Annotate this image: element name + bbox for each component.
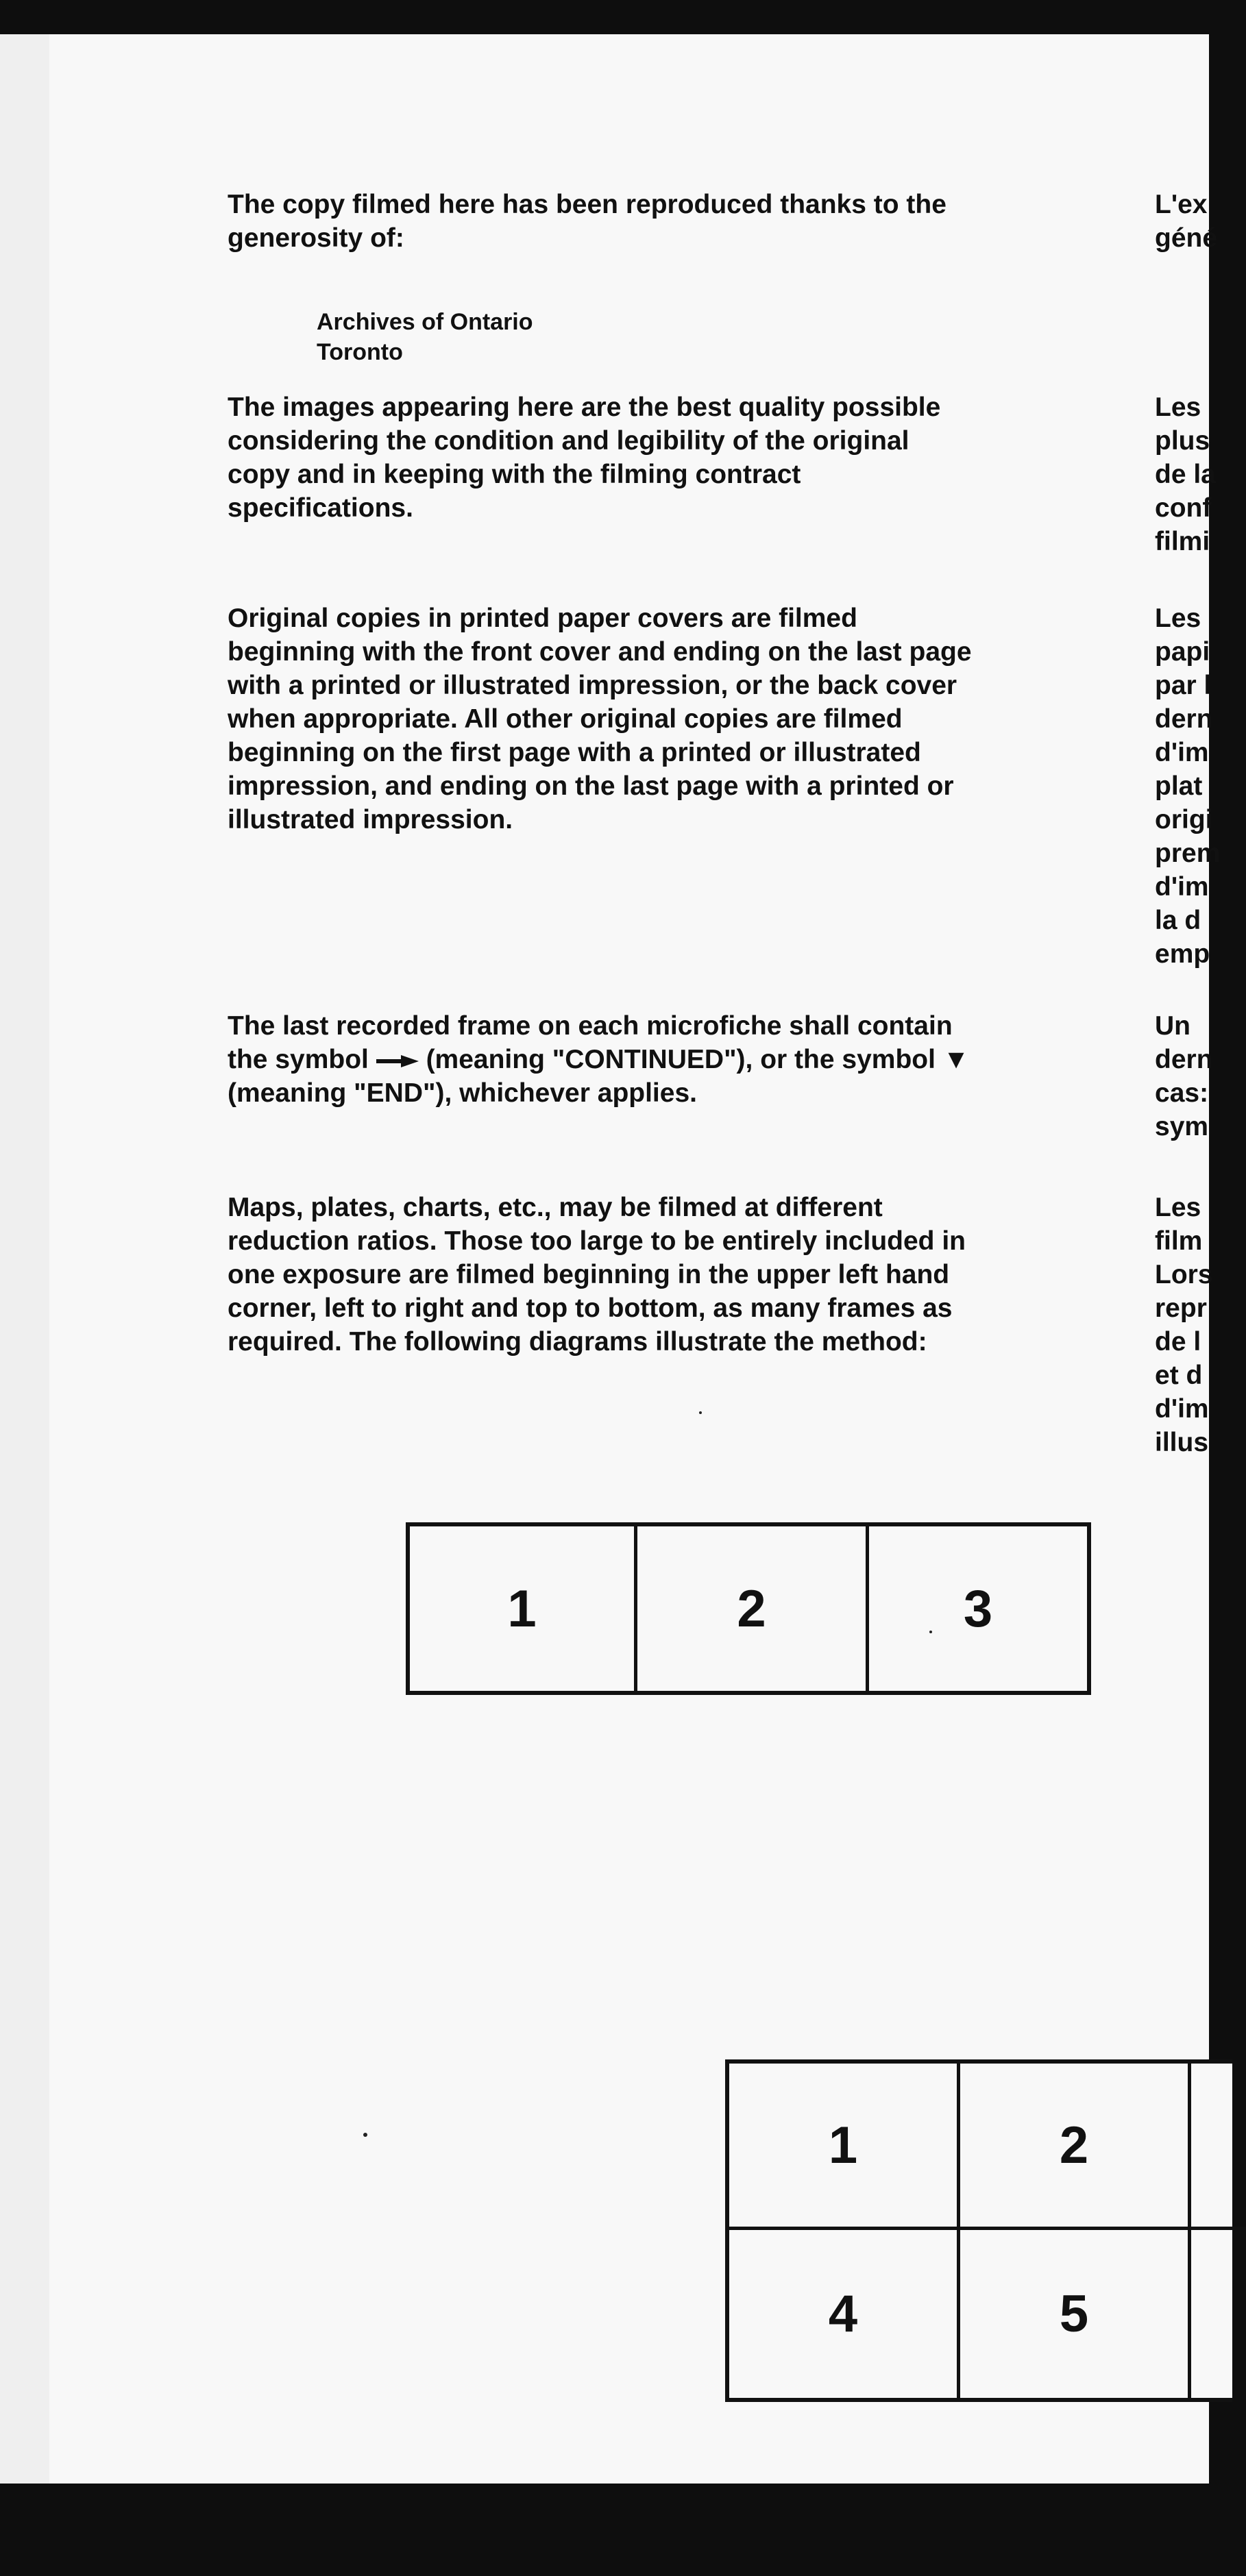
french-line: sym (1155, 1112, 1209, 1141)
last-frame-paragraph (228, 1009, 975, 1110)
maps-text: Maps, plates, charts, etc., may be filmed at different reduction ratios. Those too large to be entirely included in one exposure are filmed beginning in the upper left hand corner, left to right and top to bottom, as many frames as required. The following diagrams illustrate the method: (228, 1193, 966, 1357)
french-line: L'ex (1155, 190, 1208, 219)
french-line: Les (1155, 1193, 1201, 1222)
french-line: la d (1155, 906, 1201, 935)
french-line: cas: (1155, 1078, 1209, 1108)
original-copies-text: Original copies in printed paper covers are filmed beginning with the front cover and ending on the last page with a printed or illustrated impression, or the back cover when appropriate. All other original copies are filmed beginning on the first page with a printed or illustrated impression, and ending on the last page with a printed or illustrated impression. (228, 604, 972, 834)
last-frame-text (228, 1009, 975, 1110)
french-line: de l (1155, 1327, 1201, 1357)
french-paragraph-4 (1155, 1009, 1213, 1143)
french-line: papi (1155, 637, 1210, 667)
french-paragraph-5 (1155, 1191, 1213, 1459)
french-paragraph-1 (1155, 188, 1218, 255)
scan-speck (699, 1411, 702, 1414)
french-line: plus (1155, 426, 1210, 456)
last-frame-text-c: (meaning "END"), whichever applies. (228, 1078, 697, 1108)
french-line: Lors (1155, 1260, 1213, 1289)
frame-cell (1191, 2230, 1246, 2398)
french-line: Les (1155, 393, 1201, 422)
french-line: emp (1155, 939, 1210, 969)
french-line: filmi (1155, 527, 1210, 556)
binding-edge (0, 34, 51, 2484)
french-line: plat (1155, 771, 1203, 801)
french-line: d'im (1155, 872, 1209, 902)
frame-order-grid-diagram (725, 2059, 1232, 2402)
quality-paragraph (228, 391, 968, 525)
frame-order-row-diagram (406, 1522, 1091, 1695)
institution-city: Toronto (317, 339, 403, 365)
french-line: et d (1155, 1361, 1203, 1390)
french-line: géné (1155, 223, 1218, 253)
intro-text: The copy filmed here has been reproduced thanks to the generosity of: (228, 190, 946, 253)
frame-cell: 2 (960, 2064, 1191, 2230)
french-line: dern (1155, 704, 1213, 734)
frame-cell: 2 (637, 1526, 869, 1691)
frame-cell: 5 (960, 2230, 1191, 2398)
french-line: Un (1155, 1011, 1190, 1041)
french-line: conf (1155, 493, 1212, 523)
french-line: dern (1155, 1045, 1213, 1074)
french-line: de la (1155, 460, 1216, 489)
frame-cell (1191, 2064, 1246, 2230)
last-frame-text-a: The last recorded frame on each microfiche shall contain the symbol (228, 1011, 953, 1074)
french-line: Les (1155, 604, 1201, 633)
frame-cell: 3 (963, 1579, 993, 1638)
frame-cell: 1 (410, 1526, 637, 1691)
intro-paragraph (228, 188, 995, 255)
frame-cell: 1 (729, 2064, 960, 2230)
french-paragraph-3 (1155, 602, 1221, 971)
french-line: d'im (1155, 1394, 1209, 1424)
french-line: illus (1155, 1428, 1209, 1457)
scan-speck (929, 1631, 932, 1633)
frame-cell: 4 (729, 2230, 960, 2398)
end-triangle-icon: ▼ (942, 1045, 970, 1074)
arrow-right-icon (376, 1054, 419, 1069)
french-line: d'im (1155, 738, 1209, 767)
scan-speck (363, 2133, 367, 2137)
maps-paragraph (228, 1191, 981, 1359)
institution-block (317, 307, 533, 367)
last-frame-text-b: (meaning "CONTINUED"), or the symbol (426, 1045, 936, 1074)
french-line: repr (1155, 1293, 1207, 1323)
french-line: par l (1155, 671, 1212, 700)
institution-name: Archives of Ontario (317, 309, 533, 335)
french-paragraph-2 (1155, 391, 1216, 558)
french-line: prem (1155, 839, 1221, 868)
french-line: film (1155, 1226, 1203, 1256)
original-copies-paragraph (228, 602, 981, 837)
quality-text: The images appearing here are the best quality possible considering the condition and legibility of the original copy and in keeping with the filming contract specifications. (228, 393, 941, 523)
french-line: origi (1155, 805, 1213, 834)
